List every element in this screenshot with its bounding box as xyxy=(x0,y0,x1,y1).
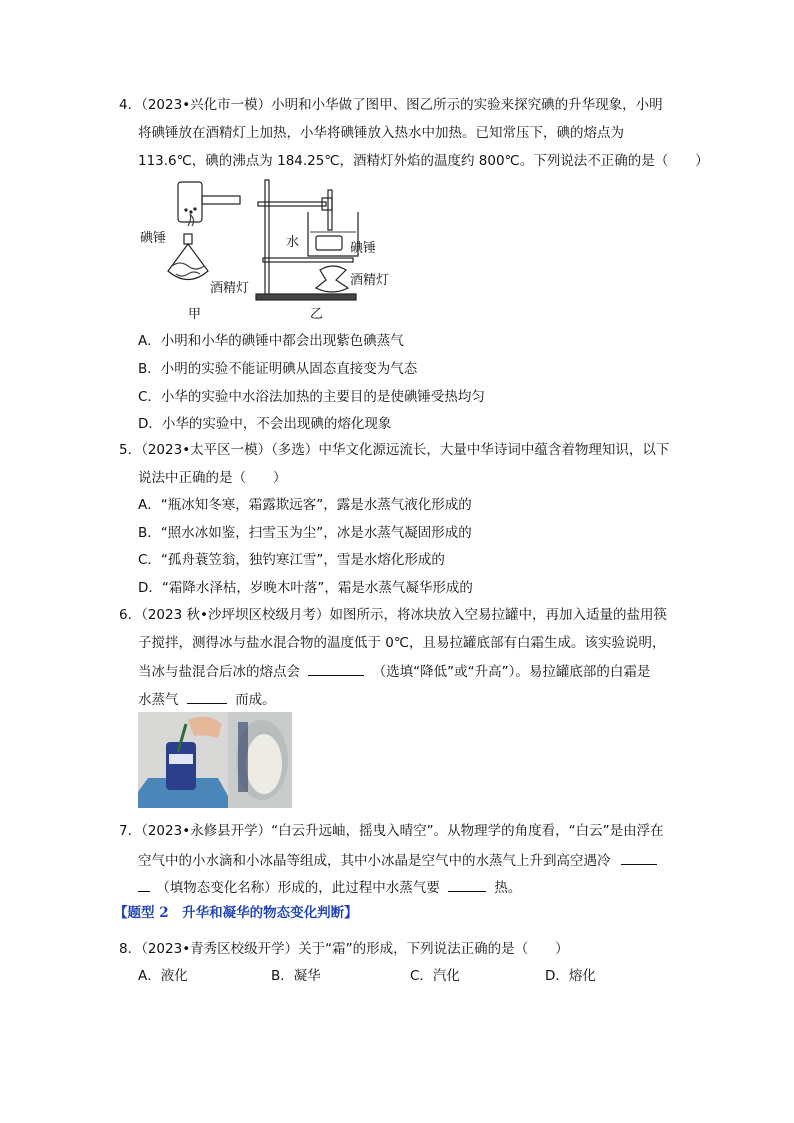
ice-can-photo xyxy=(138,712,292,808)
q5-option-a[interactable]: A．“瓶冰知冬寒，霜露欺远客”，露是水蒸气液化形成的 xyxy=(138,497,472,513)
label-alcohol-lamp-yi: 酒精灯 xyxy=(350,273,390,288)
label-yi: 乙 xyxy=(310,307,324,322)
q7-blank-1-part-1[interactable] xyxy=(621,850,657,865)
q8-option-a[interactable]: A．液化 xyxy=(138,968,188,984)
q7-line-2-text-a: 空气中的小水滴和小冰晶等组成，其中小冰晶是空气中的水蒸气上升到高空遇冷 xyxy=(138,853,611,869)
iodine-hammer-yi xyxy=(316,236,342,250)
q5-option-c[interactable]: C．“孤舟蓑笠翁，独钓寒江雪”，雪是水熔化形成的 xyxy=(138,552,445,568)
lamp-wick xyxy=(184,234,192,244)
label-jia: 甲 xyxy=(188,307,202,322)
q6-blank-1[interactable] xyxy=(308,661,364,676)
q5-option-b[interactable]: B．“照水冰如鉴，扫雪玉为尘”，冰是水蒸气凝固形成的 xyxy=(138,525,472,541)
q6-line-3-text-a: 当冰与盐混合后冰的熔点会 xyxy=(138,664,300,680)
q6-line-2: 子搅拌，测得冰与盐水混合物的温度低于 0℃，且易拉罐底部有白霜生成。该实验说明， xyxy=(138,635,666,651)
q7-line-3-text-a: （填物态变化名称）形成的，此过程中水蒸气要 xyxy=(156,880,440,896)
label-alcohol-lamp-jia: 酒精灯 xyxy=(210,281,250,296)
q8-option-d[interactable]: D．熔化 xyxy=(545,968,596,984)
q6-line-1: 6．（2023 秋•沙坪坝区校级月考）如图所示，将冰块放入空易拉罐中，再加入适量的盐用筷 xyxy=(119,607,667,623)
apparatus-jia xyxy=(168,182,240,280)
hammer-handle xyxy=(202,196,240,204)
q5-line-2: 说法中正确的是（ ） xyxy=(138,470,287,486)
q4-line-2: 将碘锤放在酒精灯上加热，小华将碘锤放入热水中加热。已知常压下，碘的熔点为 xyxy=(138,125,624,141)
q6-line-4 xyxy=(138,689,276,709)
q8-option-b[interactable]: B．凝华 xyxy=(271,968,321,984)
alcohol-lamp-yi xyxy=(316,266,348,292)
q6-line-4-text-b: 而成。 xyxy=(235,692,276,708)
q4-figure xyxy=(138,176,408,326)
q4-option-a[interactable]: A．小明和小华的碘锤中都会出现紫色碘蒸气 xyxy=(138,333,404,349)
q4-option-c[interactable]: C．小华的实验中水浴法加热的主要目的是使碘锤受热均匀 xyxy=(138,389,485,405)
label-iodine-hammer-jia: 碘锤 xyxy=(140,231,167,246)
q4-option-b[interactable]: B．小明的实验不能证明碘从固态直接变为气态 xyxy=(138,361,418,377)
label-water: 水 xyxy=(286,235,300,250)
clamp xyxy=(322,198,332,210)
stand-base xyxy=(256,294,356,300)
q5-option-d[interactable]: D．“霜降水泽枯，岁晚木叶落”，霜是水蒸气凝华形成的 xyxy=(138,580,473,596)
iodine-sublimation-apparatus xyxy=(138,176,408,326)
q4-option-d[interactable]: D．小华的实验中，不会出现碘的熔化现象 xyxy=(138,416,392,432)
apparatus-yi xyxy=(256,180,358,300)
q6-photo xyxy=(138,712,292,808)
q7-blank-1-part-2[interactable] xyxy=(138,877,150,892)
clamp-arm xyxy=(258,202,326,206)
q4-line-3: 113.6℃，碘的沸点为 184.25℃，酒精灯外焰的温度约 800℃。下列说法不正确的是（ ） xyxy=(138,153,709,169)
label-iodine-hammer-yi: 碘锤 xyxy=(350,241,377,256)
q7-line-3 xyxy=(138,877,521,897)
q6-line-3 xyxy=(138,661,650,681)
q7-line-1: 7．（2023•永修县开学）“白云升远岫，摇曳入晴空”。从物理学的角度看，“白云”是由浮在 xyxy=(119,823,664,839)
q7-line-3-text-b: 热。 xyxy=(494,880,522,896)
q8-option-c[interactable]: C．汽化 xyxy=(410,968,460,984)
q7-line-2 xyxy=(138,850,657,870)
q8-line-1: 8．（2023•青秀区校级开学）关于“霜”的形成，下列说法正确的是（ ） xyxy=(119,941,569,957)
stand-rod xyxy=(265,180,269,298)
section-heading: 【题型 2 升华和凝华的物态变化判断】 xyxy=(114,905,358,921)
q6-blank-2[interactable] xyxy=(187,689,227,704)
ring-support xyxy=(263,258,353,262)
q6-line-4-text-a: 水蒸气 xyxy=(138,692,179,708)
q6-line-3-text-b: （选填“降低”或“升高”）。易拉罐底部的白霜是 xyxy=(372,664,651,680)
q4-line-1: 4．（2023•兴化市一模）小明和小华做了图甲、图乙所示的实验来探究碘的升华现象，小明 xyxy=(119,97,663,113)
q5-line-1: 5．（2023•太平区一模）（多选）中华文化源远流长，大量中华诗词中蕴含着物理知识，以下 xyxy=(119,442,670,458)
q7-blank-2[interactable] xyxy=(448,877,486,892)
